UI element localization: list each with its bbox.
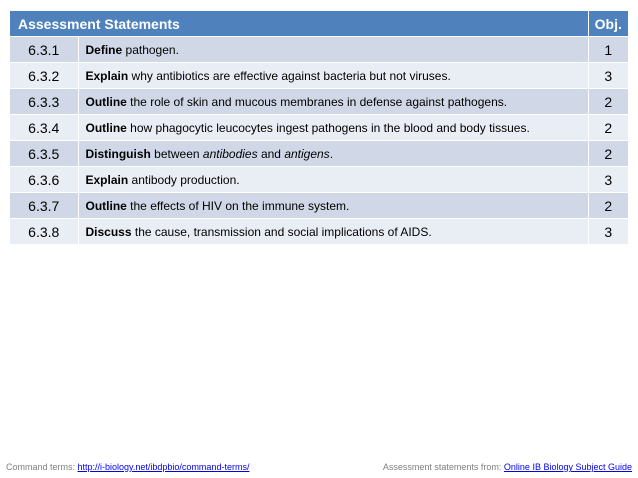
command-term: Define [85, 42, 123, 57]
statement-rest: antibody production. [128, 172, 240, 187]
footer-source [383, 462, 632, 472]
objective-level: 2 [588, 193, 628, 219]
table-row [10, 219, 628, 245]
command-term: Discuss [85, 224, 132, 239]
table-row [10, 89, 628, 115]
statement-code: 6.3.8 [10, 219, 78, 245]
objective-level: 2 [588, 141, 628, 167]
statement-rest: the effects of HIV on the immune system. [126, 198, 350, 213]
table-row [10, 167, 628, 193]
table-row [10, 141, 628, 167]
header-obj: Obj. [588, 11, 628, 37]
footer-right-label: Assessment statements from: [382, 462, 504, 472]
table-header-row [10, 11, 628, 37]
statement-emphasis: antibodies [202, 146, 258, 161]
statement-rest: between [150, 146, 203, 161]
statement-rest: pathogen. [122, 42, 179, 57]
command-term: Explain [85, 172, 129, 187]
statement-code: 6.3.5 [10, 141, 78, 167]
statement-emphasis: antigens [284, 146, 330, 161]
objective-level: 3 [588, 63, 628, 89]
table-row [10, 63, 628, 89]
footer-left-label: Command terms: [6, 462, 78, 472]
statement-code: 6.3.6 [10, 167, 78, 193]
command-terms-link[interactable]: http://i-biology.net/ibdpbio/command-terms/ [77, 462, 250, 472]
assessment-table [10, 11, 628, 245]
table-row [10, 37, 628, 63]
command-term: Outline [85, 198, 127, 213]
statement-text [78, 219, 588, 245]
statement-code: 6.3.2 [10, 63, 78, 89]
statement-text [78, 63, 588, 89]
command-term: Outline [85, 120, 127, 135]
command-term: Distinguish [85, 146, 151, 161]
footer-command-terms [6, 462, 249, 472]
statement-code: 6.3.4 [10, 115, 78, 141]
statement-text [78, 141, 588, 167]
statement-code: 6.3.7 [10, 193, 78, 219]
statement-mid: and [257, 146, 285, 161]
subject-guide-link[interactable]: Online IB Biology Subject Guide [503, 462, 632, 472]
statement-text [78, 37, 588, 63]
statement-text [78, 89, 588, 115]
command-term: Outline [85, 94, 127, 109]
table-row [10, 193, 628, 219]
statement-text [78, 115, 588, 141]
table-row [10, 115, 628, 141]
statement-rest: the cause, transmission and social implications of AIDS. [131, 224, 432, 239]
header-title: Assessment Statements [10, 11, 588, 37]
statement-code: 6.3.3 [10, 89, 78, 115]
statement-text [78, 167, 588, 193]
objective-level: 2 [588, 89, 628, 115]
statement-code: 6.3.1 [10, 37, 78, 63]
objective-level: 1 [588, 37, 628, 63]
objective-level: 3 [588, 219, 628, 245]
objective-level: 2 [588, 115, 628, 141]
statement-rest: how phagocytic leucocytes ingest pathogens in the blood and body tissues. [126, 120, 530, 135]
statement-rest: the role of skin and mucous membranes in defense against pathogens. [126, 94, 508, 109]
command-term: Explain [85, 68, 129, 83]
statement-text [78, 193, 588, 219]
statement-rest: why antibiotics are effective against bacteria but not viruses. [128, 68, 451, 83]
statement-post: . [329, 146, 334, 161]
objective-level: 3 [588, 167, 628, 193]
